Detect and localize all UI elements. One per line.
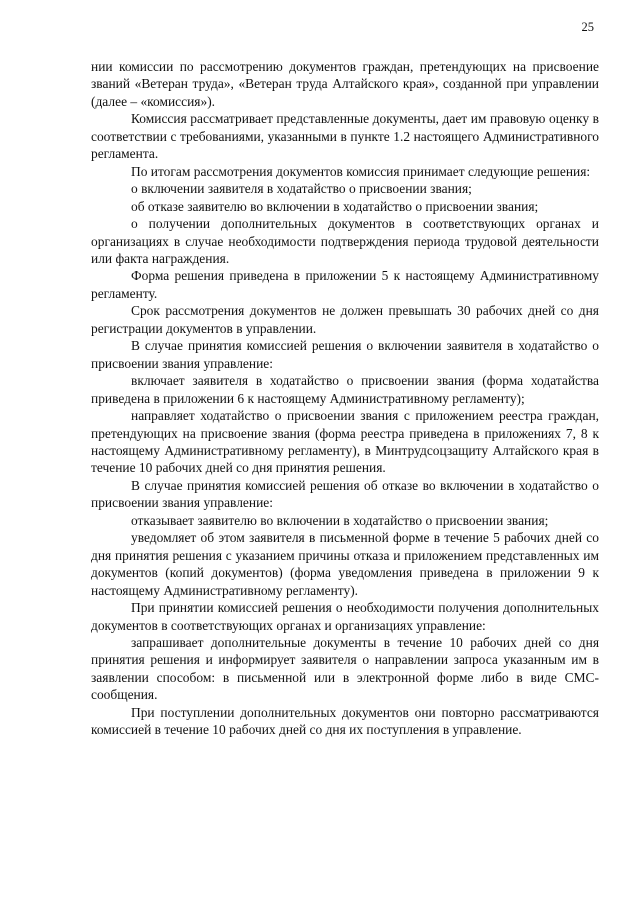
paragraph: В случае принятия комиссией решения о включении заявителя в ходатайство о присвоении звания управление:: [91, 338, 599, 371]
paragraph: При поступлении дополнительных документов они повторно рассматриваются комиссией в течение 10 рабочих дней со дня их поступления в управление.: [91, 704, 599, 738]
paragraph: В случае принятия комиссией решения об отказе во включении в ходатайство о присвоении звания управление:: [91, 477, 599, 511]
paragraph: При принятии комиссией решения о необходимости получения дополнительных документов в соответствующих органах и организациях управление:: [91, 600, 599, 633]
paragraph: По итогам рассмотрения документов комиссия принимает следующие решения:: [131, 163, 591, 179]
page-number: 25: [581, 20, 594, 34]
paragraph: Комиссия рассматривает представленные документы, дает им правовую оценку в соответствии с требованиями, указанными в пункте 1.2 настоящего Административного регламента.: [91, 111, 599, 162]
paragraph: Форма решения приведена в приложении 5 к настоящему Административному регламенту.: [91, 268, 599, 301]
list-item: о включении заявителя в ходатайство о присвоении звания;: [131, 181, 472, 197]
list-item: об отказе заявителю во включении в ходатайство о присвоении звания;: [131, 198, 539, 214]
list-item: о получении дополнительных документов в соответствующих органах и организациях в случае необходимости подтверждения периода трудовой деятельности или факта награждения.: [91, 216, 599, 266]
paragraph-continuation: нии комиссии по рассмотрению документов граждан, претендующих на присвоение званий «Ветеран труда», «Ветеран труда Алтайского края», созданной при управлении (далее – «комиссия»).: [91, 59, 599, 109]
list-item: уведомляет об этом заявителя в письменной форме в течение 5 рабочих дней со дня принятия решения с указанием причины отказа и приложением представленных им документов (копий документов) (форма уведомления приведена в приложении 9 к настоящему Административному регламенту).: [91, 530, 599, 598]
paragraph: Срок рассмотрения документов не должен превышать 30 рабочих дней со дня регистрации документов в управлении.: [91, 303, 599, 336]
list-item: отказывает заявителю во включении в ходатайство о присвоении звания;: [131, 512, 549, 528]
list-item: направляет ходатайство о присвоении звания с приложением реестра граждан, претендующих на присвоение звания (форма реестра приведена в приложениях 7, 8 к настоящему Административному регламенту), в Минтрудсоцзащиту Алтайского края в течение 10 рабочих дней со дня принятия решения.: [91, 408, 599, 476]
list-item: запрашивает дополнительные документы в течение 10 рабочих дней со дня принятия решения и информирует заявителя о направлении запроса указанным им в заявлении способом: в письменной или в электронной форме либо в виде СМС-сообщения.: [91, 634, 599, 703]
list-item: включает заявителя в ходатайство о присвоении звания (форма ходатайства приведена в приложении 6 к настоящему Административному регламенту);: [91, 373, 599, 406]
document-body: [91, 58, 599, 739]
